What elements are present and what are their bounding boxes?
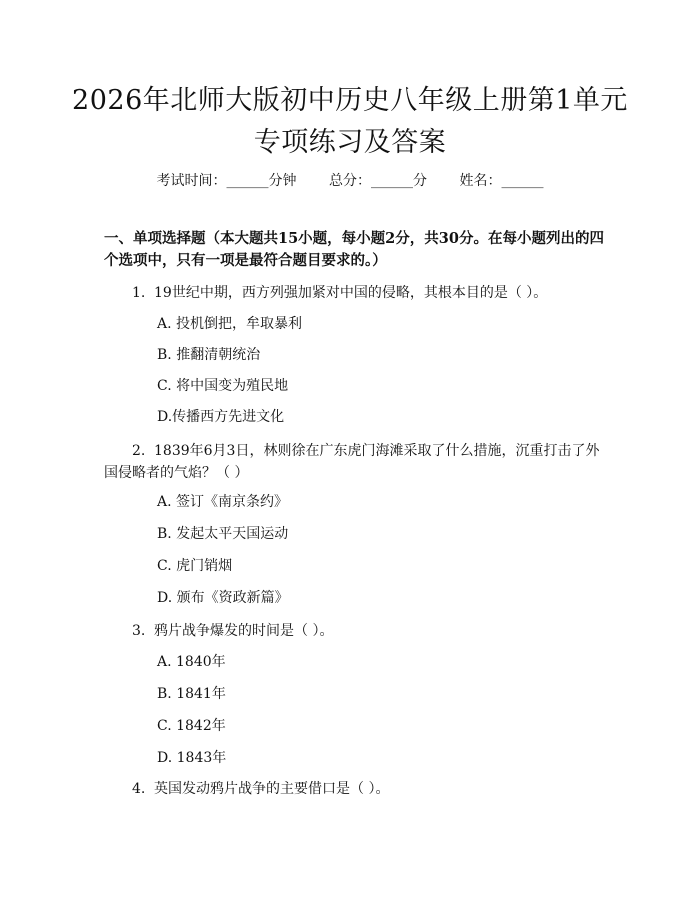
- option-2a: A. 签订《南京条约》: [157, 494, 289, 510]
- option-3c: C. 1842年: [157, 718, 226, 734]
- option-2d: D. 颁布《资政新篇》: [157, 590, 289, 606]
- question-3: [104, 620, 604, 642]
- question-number: 2.: [132, 443, 146, 459]
- option-1a: A. 投机倒把，牟取暴利: [157, 316, 303, 332]
- question-number: 4.: [132, 781, 146, 797]
- question-number: 1.: [132, 285, 146, 301]
- question-text: 英国发动鸦片战争的主要借口是（ ）。: [154, 781, 390, 797]
- question-1: [104, 282, 604, 304]
- question-text: 鸦片战争爆发的时间是（ ）。: [154, 623, 334, 639]
- question-text: 1839年6月3日，林则徐在广东虎门海滩采取了什么措施，沉重打击了外国侵略者的气焰？（ ）: [104, 443, 600, 481]
- exam-info: [0, 170, 700, 190]
- option-2c: C. 虎门销烟: [157, 558, 233, 574]
- option-1c: C. 将中国变为殖民地: [157, 378, 289, 394]
- option-2b: B. 发起太平天国运动: [157, 526, 289, 542]
- option-3b: B. 1841年: [157, 686, 226, 702]
- document-title: 2026年北师大版初中历史八年级上册第1单元专项练习及答案: [72, 85, 628, 158]
- section-heading: 一、单项选择题（本大题共15小题，每小题2分，共30分。在每小题列出的四个选项中，只有一项是最符合题目要求的。）: [104, 230, 604, 269]
- option-3d: D. 1843年: [157, 750, 227, 766]
- exam-time-field: 考试时间：______分钟: [156, 173, 297, 189]
- question-4: [104, 778, 604, 800]
- question-text: 19世纪中期，西方列强加紧对中国的侵略，其根本目的是（ ）。: [154, 285, 548, 301]
- question-2: [104, 440, 604, 484]
- option-1b: B. 推翻清朝统治: [157, 347, 261, 363]
- option-3a: A. 1840年: [157, 654, 226, 670]
- question-number: 3.: [132, 623, 146, 639]
- option-1d: D.传播西方先进文化: [157, 409, 285, 425]
- total-score-field: 总分：______分: [329, 173, 427, 189]
- student-name-field: 姓名：______: [459, 173, 544, 189]
